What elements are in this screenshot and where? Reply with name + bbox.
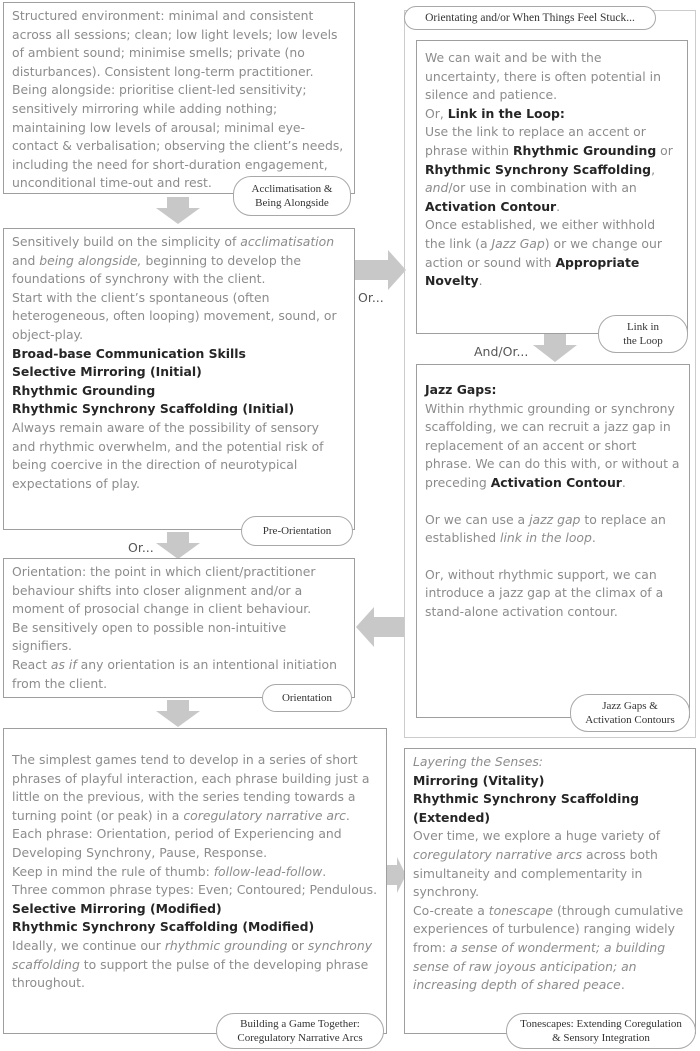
tonescapes-explore: Over time, we explore a huge variety of coregulatory narrative arcs across both simultaneity and complementarity in synchrony. (413, 828, 661, 900)
building-game-label: Building a Game Together: Coregulatory Narrative Arcs (216, 1013, 384, 1049)
orientation-definition: Orientation: the point in which client/practitioner behaviour shifts into closer alignment and/or a moment of prosocial change in client behaviour. (12, 564, 316, 617)
acclimatisation-box (3, 2, 355, 194)
skill-rhythmic-synchrony-initial: Rhythmic Synchrony Scaffolding (Initial) (12, 401, 295, 417)
acclimatisation-text: Structured environment: minimal and consistent across all sessions; clean; low light levels; low levels of ambient sound; minimise smells; private (no disturbances). Consistent long-term practitioner. Being alongside: prioritise client-led sensitivity; sensitively mirroring while adding nothing; maintaining low levels of arousal; minimal eye-contact & verbalisation; observing the client’s needs, including the need for short-duration engagement, unconditional time-out and rest. (12, 8, 344, 191)
skill-selective-mirroring-initial: Selective Mirroring (Initial) (12, 364, 202, 380)
pre-orientation-label: Pre-Orientation (241, 516, 353, 546)
pre-orientation-start: Start with the client’s spontaneous (often heterogeneous, often looping) movement, sound, or object-play. (12, 289, 337, 342)
building-game-rule: Keep in mind the rule of thumb: follow-lead-follow. (12, 863, 327, 879)
jazz-gaps-within: Within rhythmic grounding or synchrony scaffolding, we can recruit a jazz gap in replacement of an accent or short phrase. We can do this with, or without a preceding Activation Contour. (425, 400, 680, 490)
connector-or-2: Or... (128, 540, 154, 555)
building-game-intro: The simplest games tend to develop in a series of short phrases of playful interaction, each phrase building just a little on the previous, with the series tending towards a turning point (or peak) in a coregulatory narrative arc. (12, 752, 370, 823)
link-loop-use: Use the link to replace an accent or phrase within Rhythmic Grounding or Rhythmic Synchrony Scaffolding, and/or use in combination with an Activation Contour. (425, 124, 673, 214)
skill-rhythmic-synchrony-extended: Rhythmic Synchrony Scaffolding (Extended) (413, 791, 640, 825)
connector-or-1: Or... (358, 290, 384, 305)
arrow-left-1 (356, 607, 405, 647)
building-game-box (3, 728, 387, 1034)
jazz-gaps-replace: Or we can use a jazz gap to replace an established link in the loop. (425, 511, 666, 546)
jazz-gaps-label: Jazz Gaps & Activation Contours (570, 694, 690, 732)
building-game-continue: Ideally, we continue our rhythmic grounding or synchrony scaffolding to support the pulse of the developing phrase throughout. (12, 937, 373, 991)
link-loop-heading: Or, Link in the Loop: (425, 105, 565, 121)
link-loop-box (416, 40, 688, 334)
pre-orientation-intro: Sensitively build on the simplicity of acclimatisation and being alongside, beginning to develop the foundations of synchrony with the client. (12, 234, 335, 287)
orientation-react: React as if any orientation is an intentional initiation from the client. (12, 656, 337, 691)
tonescapes-cocreate: Co-create a tonescape (through cumulative experiences of turbulence) ranging widely from: a sense of wonderment; a building sense of raw joyous anticipation; an increasing depth of shared peace. (413, 902, 684, 993)
orientation-signifiers: Be sensitively open to possible non-intuitive signifiers. (12, 619, 287, 654)
pre-orientation-box (3, 228, 355, 530)
link-loop-established: Once established, we either withhold the link (a Jazz Gap) or we change our action or sound with Appropriate Novelty. (425, 217, 662, 289)
jazz-gaps-title: Jazz Gaps: (425, 382, 497, 397)
building-game-types: Three common phrase types: Even; Contoured; Pendulous. (12, 882, 378, 898)
skill-broad-base: Broad-base Communication Skills (12, 345, 246, 361)
link-loop-wait: We can wait and be with the uncertainty, there is often potential in silence and patience. (425, 50, 661, 103)
acclimatisation-label (233, 176, 351, 216)
tonescapes-label: Tonescapes: Extending Coregulation & Sensory Integration (506, 1013, 696, 1049)
jazz-gaps-box (416, 364, 690, 718)
arrow-down-2 (156, 532, 200, 559)
stuck-panel-title (404, 6, 656, 30)
link-loop-label: Link in the Loop (598, 315, 688, 353)
tonescapes-layering: Layering the Senses: (413, 754, 543, 769)
connector-and-or: And/Or... (474, 344, 529, 359)
pre-orientation-caution: Always remain aware of the possibility of sensory and rhythmic overwhelm, and the potential risk of being coercive in the direction of neurotypical expectations of play. (12, 419, 324, 491)
orientation-label: Orientation (262, 684, 352, 712)
tonescapes-box (404, 748, 696, 1034)
building-game-phrase: Each phrase: Orientation, period of Experiencing and Developing Synchrony, Pause, Response. (12, 826, 342, 860)
arrow-right-1 (355, 250, 406, 290)
acclimatisation-label-line1: Acclimatisation & (251, 183, 333, 195)
stuck-panel-title-text: Orientating and/or When Things Feel Stuck... (425, 12, 635, 24)
orientation-box (3, 558, 355, 698)
acclimatisation-label-line2: Being Alongside (255, 197, 329, 209)
jazz-gaps-climax: Or, without rhythmic support, we can introduce a jazz gap at the climax of a stand-alone activation contour. (425, 566, 664, 619)
skill-rhythmic-grounding: Rhythmic Grounding (12, 382, 156, 398)
arrow-down-3 (156, 700, 200, 727)
skill-rhythmic-synchrony-modified: Rhythmic Synchrony Scaffolding (Modified) (12, 919, 315, 935)
skill-mirroring-vitality: Mirroring (Vitality) (413, 772, 545, 788)
skill-selective-mirroring-modified: Selective Mirroring (Modified) (12, 900, 222, 916)
arrow-down-1 (156, 197, 200, 224)
